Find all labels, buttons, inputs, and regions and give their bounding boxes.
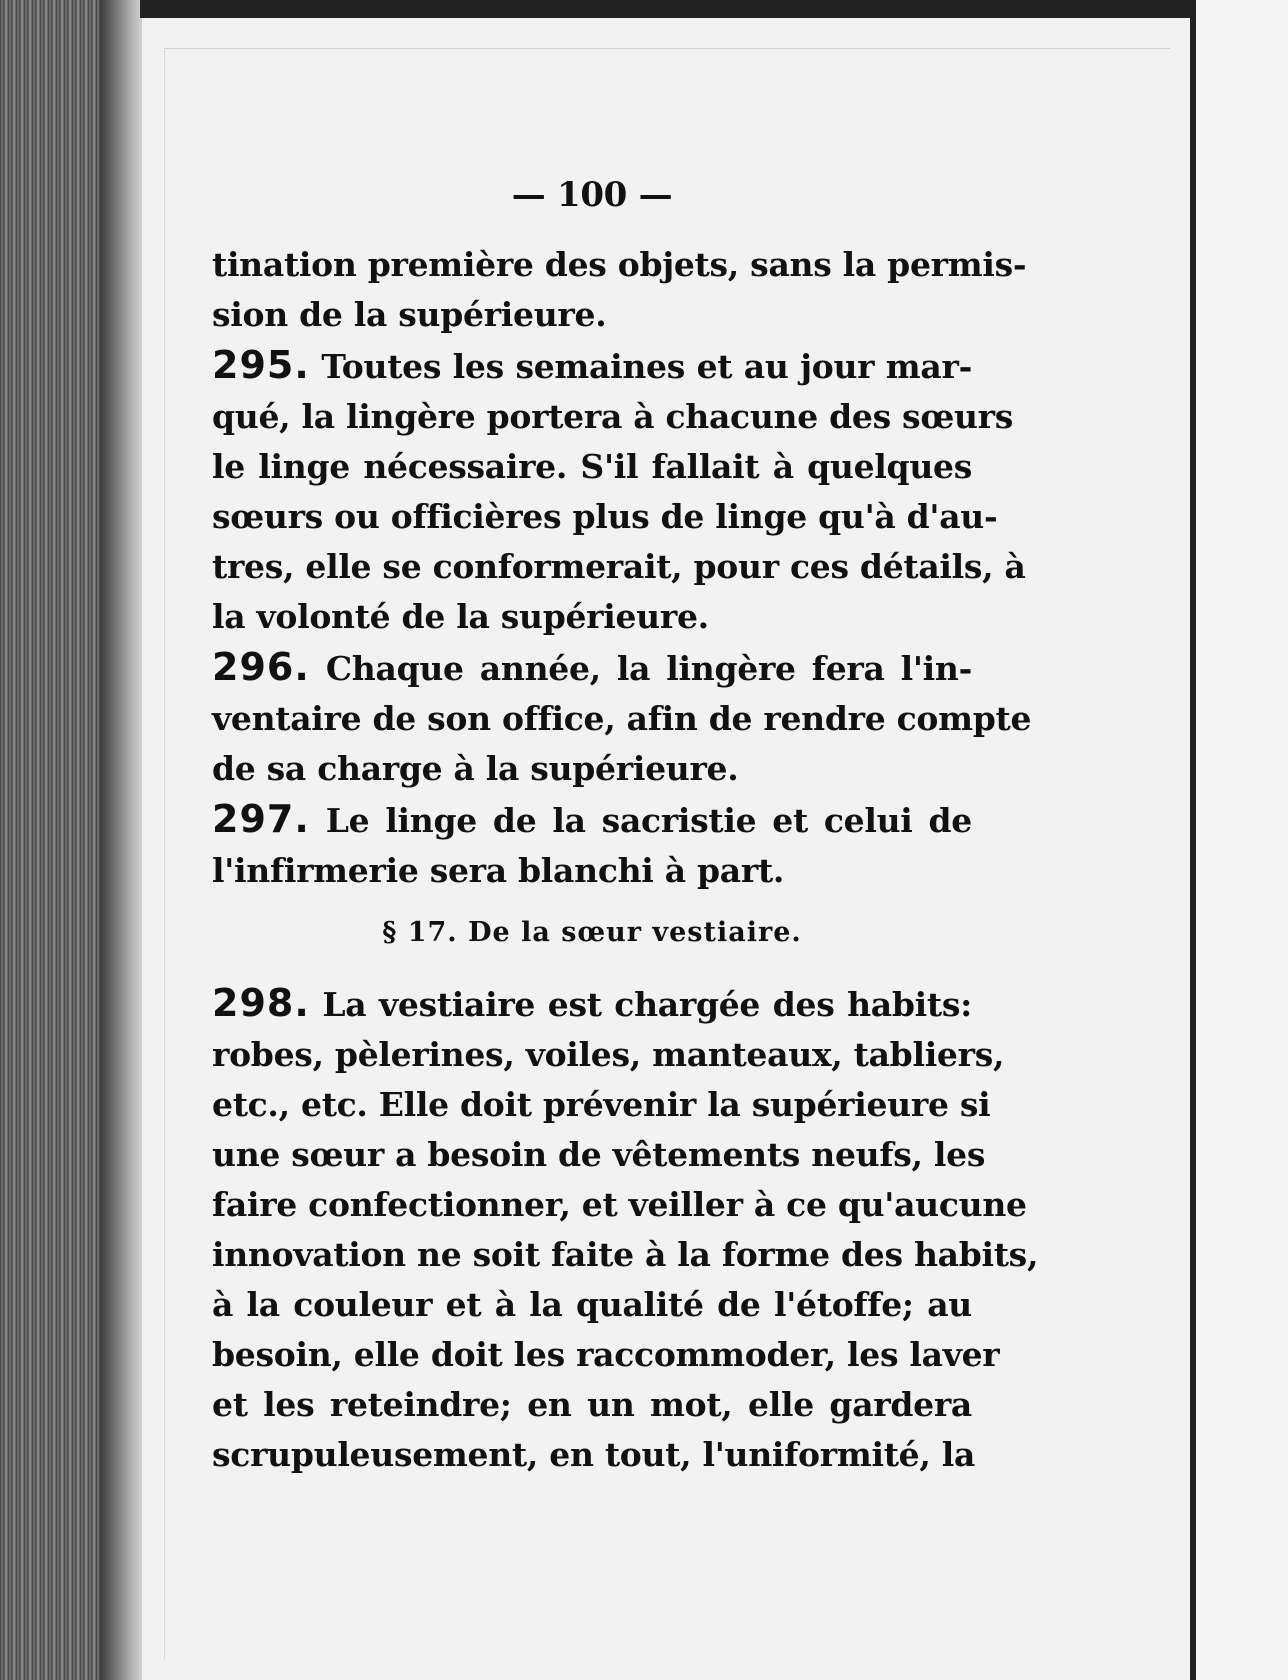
text-line: la volonté de la supérieure.	[212, 597, 709, 636]
paragraph-296	[212, 642, 1032, 794]
scan-top-border	[140, 0, 1190, 18]
text-line: à la couleur et à la qualité de l'étoffe; au	[212, 1285, 972, 1324]
paragraph-number: 295.	[212, 343, 310, 387]
text-line: 296. Chaque année, la lingère fera l'in-	[212, 645, 972, 689]
paragraph-number: 297.	[212, 797, 310, 841]
paragraph-298	[212, 978, 1039, 1480]
text-line: innovation ne soit faite à la forme des habits,	[212, 1235, 1039, 1274]
scan-right-margin	[1190, 0, 1288, 1680]
text-line: le linge nécessaire. S'il fallait à quelques	[212, 447, 972, 486]
text-line: et les reteindre; en un mot, elle gardera	[212, 1385, 972, 1424]
text-line: qué, la lingère portera à chacune des sœurs	[212, 397, 1014, 436]
text-line: tination première des objets, sans la permis-	[212, 245, 1027, 284]
text-line: sœurs ou officières plus de linge qu'à d'au-	[212, 497, 998, 536]
text-line: besoin, elle doit les raccommoder, les laver	[212, 1335, 1000, 1374]
text-line: tres, elle se conformerait, pour ces détails, à	[212, 547, 1026, 586]
section-heading: § 17. De la sœur vestiaire.	[382, 917, 802, 948]
text-line: ventaire de son office, afin de rendre compte	[212, 699, 1032, 738]
text-line: de sa charge à la supérieure.	[212, 749, 739, 788]
text-line: 295. Toutes les semaines et au jour mar-	[212, 343, 972, 387]
paragraph-number: 296.	[212, 645, 310, 689]
text-line: une sœur a besoin de vêtements neufs, les	[212, 1135, 986, 1174]
paragraph-continuation	[212, 240, 1027, 340]
paragraph-295	[212, 340, 1026, 642]
text-line: 297. Le linge de la sacristie et celui de	[212, 797, 972, 841]
text-line: sion de la supérieure.	[212, 295, 607, 334]
text-line: scrupuleusement, en tout, l'uniformité, la	[212, 1435, 976, 1474]
text-line: etc., etc. Elle doit prévenir la supérieure si	[212, 1085, 991, 1124]
paragraph-number: 298.	[212, 981, 310, 1025]
page-text	[212, 170, 1039, 1480]
page-number: — 100 —	[511, 175, 673, 215]
text-line: faire confectionner, et veiller à ce qu'aucune	[212, 1185, 1027, 1224]
text-line: l'infirmerie sera blanchi à part.	[212, 851, 785, 890]
paragraph-297	[212, 794, 972, 896]
text-line: robes, pèlerines, voiles, manteaux, tabliers,	[212, 1035, 1005, 1074]
text-line: 298. La vestiaire est chargée des habits:	[212, 981, 972, 1025]
